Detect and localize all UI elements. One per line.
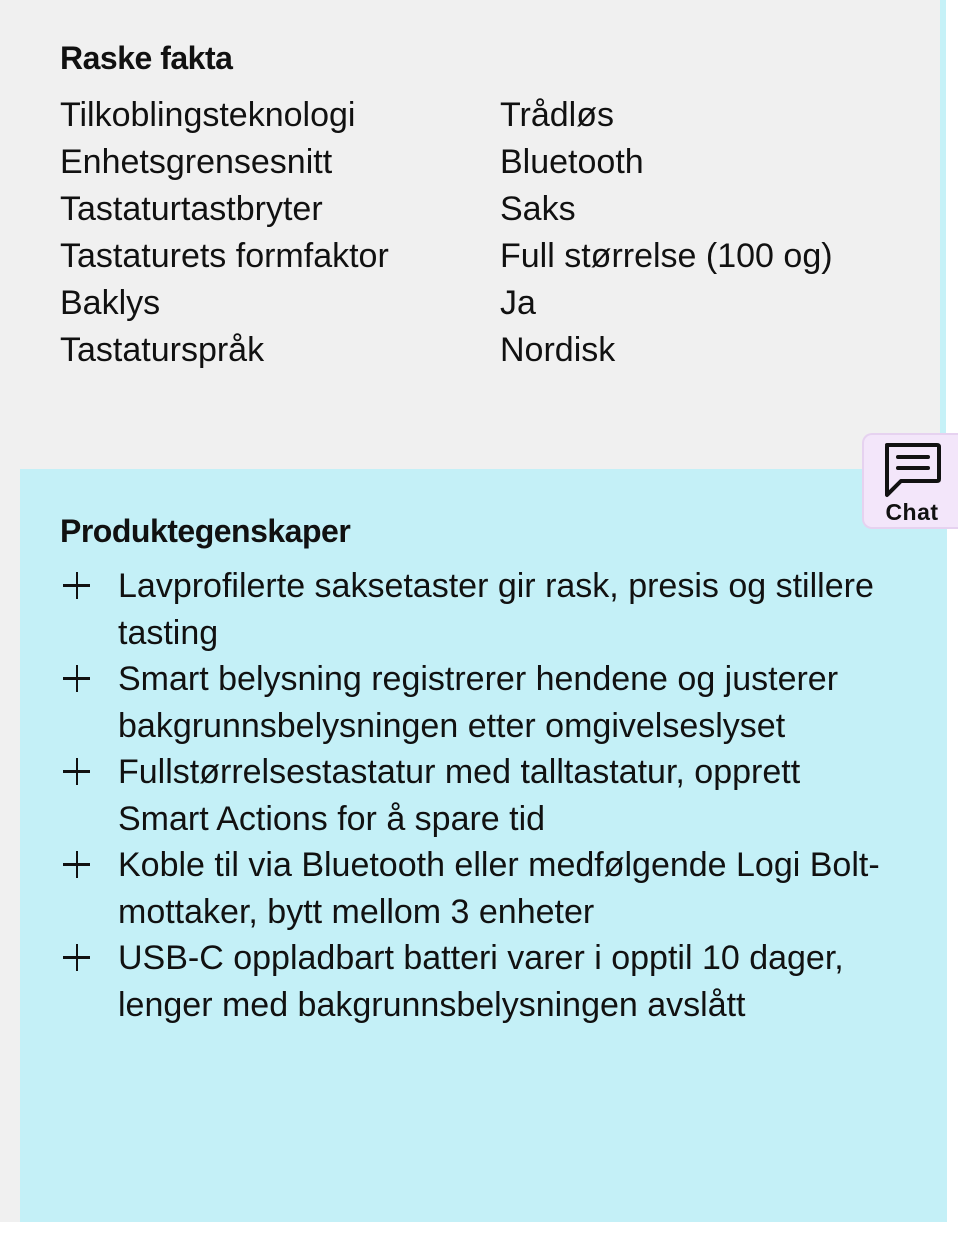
- fact-row: [60, 280, 920, 327]
- product-features-section: [20, 469, 947, 1222]
- fact-value: Nordisk: [500, 331, 616, 369]
- plus-icon[interactable]: [60, 842, 118, 888]
- fact-label: Baklys: [60, 284, 161, 322]
- feature-item[interactable]: [60, 563, 890, 656]
- feature-text: Fullstørrelsestastatur med talltastatur, opprett Smart Actions for å spare tid: [118, 753, 801, 838]
- fact-row: [60, 186, 920, 233]
- fact-label: Enhetsgrensesnitt: [60, 143, 333, 181]
- fact-row: [60, 139, 920, 186]
- fact-row: [60, 233, 920, 280]
- plus-icon[interactable]: [60, 656, 118, 702]
- plus-icon[interactable]: [60, 749, 118, 795]
- plus-icon[interactable]: [60, 935, 118, 981]
- feature-text: Koble til via Bluetooth eller medfølgende Logi Bolt-mottaker, bytt mellom 3 enheter: [118, 846, 880, 931]
- fact-label: Tastaturets formfaktor: [60, 237, 389, 275]
- fact-label: Tastaturtastbryter: [60, 190, 323, 228]
- fact-label: Tastaturspråk: [60, 331, 265, 369]
- feature-item[interactable]: [60, 935, 890, 1028]
- feature-text: Lavprofilerte saksetaster gir rask, presis og stillere tasting: [118, 567, 874, 652]
- fact-value: Ja: [500, 284, 536, 322]
- fact-row: [60, 327, 920, 374]
- feature-item[interactable]: [60, 842, 890, 935]
- fact-value: Bluetooth: [500, 143, 644, 181]
- chat-bubble-icon: [881, 439, 943, 499]
- plus-icon[interactable]: [60, 563, 118, 609]
- chat-button[interactable]: [862, 433, 958, 529]
- chat-label: Chat: [885, 499, 939, 525]
- feature-item[interactable]: [60, 656, 890, 749]
- feature-item[interactable]: [60, 749, 890, 842]
- fact-value: Trådløs: [500, 96, 614, 134]
- fact-row: [60, 92, 920, 139]
- quick-facts-title: Raske fakta: [60, 40, 233, 76]
- feature-text: Smart belysning registrerer hendene og justerer bakgrunnsbelysningen etter omgivelseslyset: [118, 660, 839, 745]
- fact-value: Full størrelse (100 og): [500, 237, 833, 275]
- feature-list: [60, 563, 890, 1028]
- quick-facts-section: [60, 36, 920, 374]
- fact-label: Tilkoblingsteknologi: [60, 96, 356, 134]
- feature-text: USB-C oppladbart batteri varer i opptil 10 dager, lenger med bakgrunnsbelysningen avslått: [118, 939, 844, 1024]
- fact-value: Saks: [500, 190, 576, 228]
- product-features-title: Produktegenskaper: [60, 513, 351, 549]
- right-edge-strip: [940, 0, 946, 470]
